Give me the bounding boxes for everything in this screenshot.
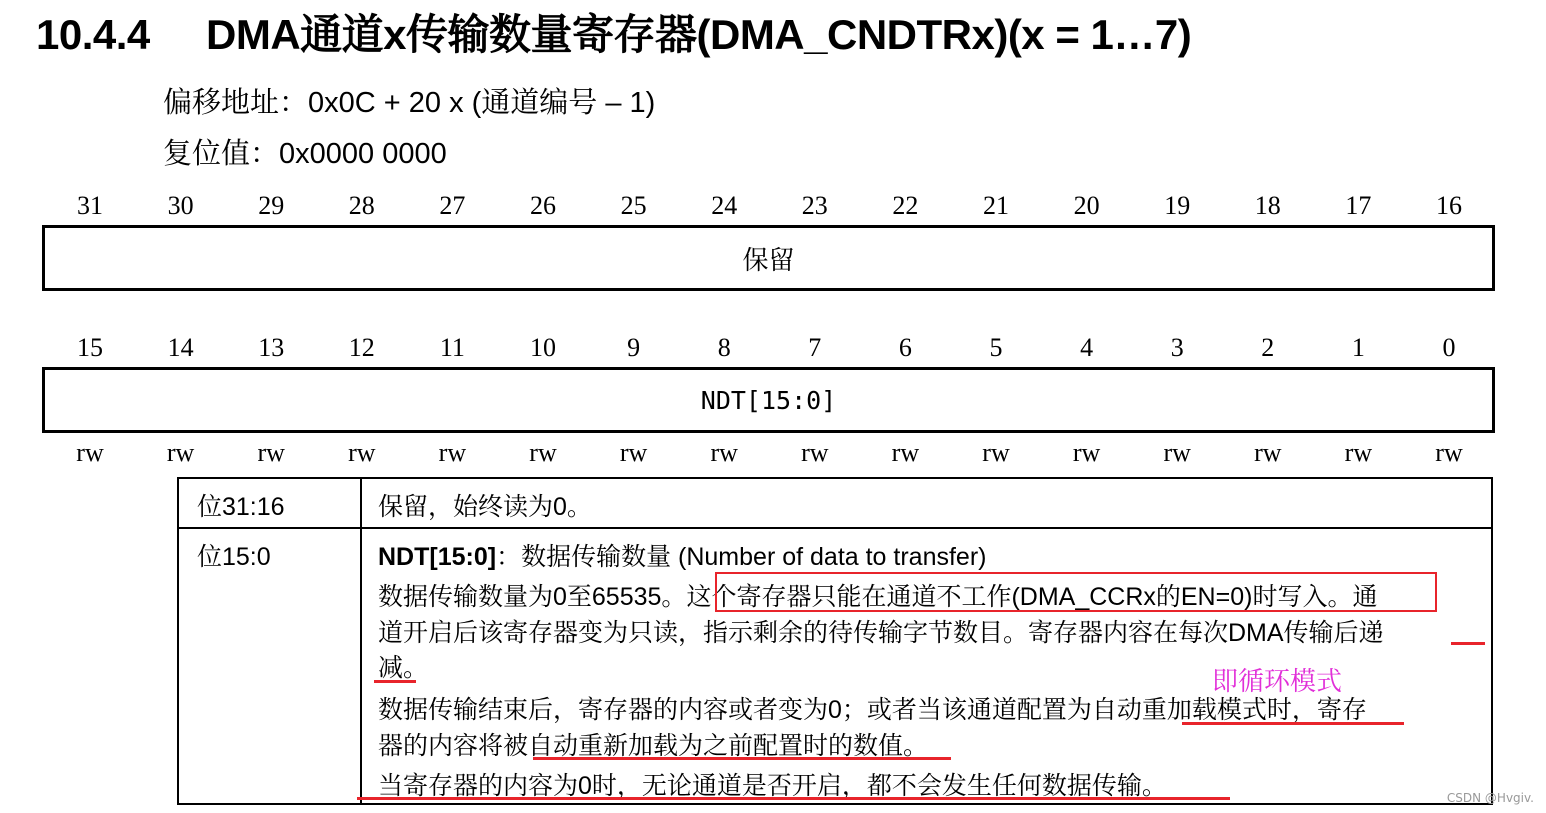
- bit-number-2: 29: [258, 191, 285, 220]
- bit-number-7: 24: [711, 191, 738, 220]
- bit-number-6: 25: [620, 191, 647, 220]
- bit-number-3: 28: [348, 191, 375, 220]
- row2-line5: 器的内容将被自动重新加载为之前配置时的数值。: [378, 732, 929, 760]
- access-type-8: rw: [801, 438, 829, 467]
- bit-number-13: 18: [1254, 191, 1281, 220]
- bit-number-14: 1: [1351, 333, 1365, 362]
- bit-number-0: 15: [77, 333, 103, 362]
- lower-bit-numbers: [42, 333, 1493, 363]
- bit-number-2: 13: [258, 333, 285, 362]
- annotation-circular-mode: 即循环模式: [1212, 667, 1343, 697]
- access-type-11: rw: [1072, 438, 1101, 467]
- bit-number-5: 10: [530, 333, 556, 362]
- reserved-field-box: [42, 225, 1495, 291]
- row2-field-heading: [378, 537, 986, 573]
- bit-number-7: 8: [717, 333, 731, 362]
- bit-number-0: 31: [77, 191, 103, 220]
- access-type-6: rw: [619, 438, 648, 467]
- table-divider: [179, 527, 1491, 529]
- line1-part-a: 数据传输数量为0至65535。: [378, 583, 687, 611]
- bit-number-1: 14: [167, 333, 194, 362]
- bit-number-12: 3: [1170, 333, 1184, 362]
- bit-number-8: 23: [801, 191, 828, 220]
- access-type-2: rw: [257, 438, 285, 467]
- row1-bits: 位31:16: [197, 493, 285, 521]
- access-type-14: rw: [1344, 438, 1373, 467]
- underline-decrement-1: [1451, 642, 1485, 645]
- ndt-field-label: NDT[15:0]: [700, 385, 837, 415]
- bit-number-11: 4: [1080, 333, 1094, 362]
- access-type-12: rw: [1163, 438, 1191, 467]
- line1-part-c: 通: [1352, 583, 1378, 611]
- table-column-divider: [360, 479, 362, 803]
- upper-bit-numbers: [42, 191, 1493, 221]
- bit-number-4: 27: [439, 191, 466, 220]
- highlight-box-write-condition: [715, 572, 1437, 612]
- bit-number-4: 11: [439, 333, 465, 362]
- section-number: 10.4.4: [36, 11, 150, 58]
- access-type-15: rw: [1435, 438, 1463, 467]
- bit-number-14: 17: [1345, 191, 1372, 220]
- access-type-3: rw: [348, 438, 376, 467]
- access-type-0: rw: [76, 438, 104, 467]
- access-type-13: rw: [1254, 438, 1282, 467]
- access-type-4: rw: [438, 438, 467, 467]
- row2-line4: 数据传输结束后，寄存器的内容或者变为0；或者当该通道配置为自动重加载模式时，寄存: [378, 696, 1367, 724]
- underline-no-transfer: [357, 797, 1230, 800]
- bit-number-10: 5: [989, 333, 1003, 362]
- row2-line2: 道开启后该寄存器变为只读，指示剩余的待传输字节数目。寄存器内容在每次DMA传输后递: [378, 619, 1384, 647]
- row2-bits: 位15:0: [197, 543, 271, 571]
- underline-auto-reload-mode: [1182, 722, 1404, 725]
- line1-part-b: 这个寄存器只能在通道不工作(DMA_CCRx的EN=0)时写入。: [686, 583, 1353, 611]
- ndt-field-box: [42, 367, 1495, 433]
- ndt-field-title: ：数据传输数量 (Number of data to transfer): [496, 543, 987, 571]
- reset-value: 复位值：0x0000 0000: [163, 138, 447, 170]
- access-type-9: rw: [891, 438, 920, 467]
- access-types: [42, 438, 1493, 468]
- bit-number-13: 2: [1261, 333, 1275, 362]
- bit-number-6: 9: [627, 333, 641, 362]
- bit-number-1: 30: [167, 191, 194, 220]
- section-title: DMA通道x传输数量寄存器(DMA_CNDTRx)(x = 1…7): [206, 11, 1192, 58]
- bit-number-10: 21: [983, 191, 1009, 220]
- access-type-1: rw: [166, 438, 195, 467]
- underline-decrement-2: [374, 680, 416, 683]
- bit-number-5: 26: [530, 191, 556, 220]
- access-type-10: rw: [982, 438, 1010, 467]
- bit-number-12: 19: [1164, 191, 1191, 220]
- underline-reload-value: [533, 757, 951, 760]
- bit-number-9: 6: [898, 333, 912, 362]
- offset-address: 偏移地址：0x0C + 20 x (通道编号 – 1): [163, 87, 656, 119]
- bit-number-15: 16: [1436, 191, 1462, 220]
- ndt-field-name: NDT[15:0]: [378, 543, 497, 571]
- bit-number-3: 12: [348, 333, 375, 362]
- access-type-5: rw: [529, 438, 557, 467]
- bit-description-table: [177, 477, 1493, 805]
- bit-number-9: 22: [892, 191, 919, 220]
- access-type-7: rw: [710, 438, 738, 467]
- row2-line6: 当寄存器的内容为0时，无论通道是否开启，都不会发生任何数据传输。: [378, 772, 1167, 800]
- bit-number-11: 20: [1073, 191, 1100, 220]
- reserved-field-label: 保留: [742, 245, 795, 276]
- row1-description: 保留，始终读为0。: [378, 493, 592, 521]
- bit-number-15: 0: [1442, 333, 1456, 362]
- watermark: CSDN @Hvgiv.: [1446, 791, 1534, 805]
- bit-number-8: 7: [808, 333, 822, 362]
- section-heading: [36, 2, 1191, 62]
- row2-line3: 减。: [378, 654, 429, 682]
